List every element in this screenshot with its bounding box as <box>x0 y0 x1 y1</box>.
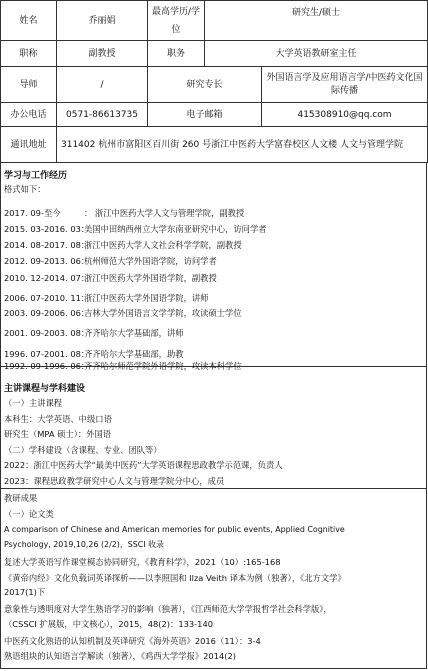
research-label: 研究专长 <box>148 67 262 103</box>
basic-info-table <box>0 0 428 163</box>
title-value: 副教授 <box>57 41 148 67</box>
research-line: 2017(1)下 <box>4 587 46 597</box>
title-label: 职称 <box>1 41 57 67</box>
courses-line: 本科生：大学英语、中级口语 <box>4 414 112 424</box>
courses-line: （一）主讲课程 <box>4 398 63 408</box>
research-value: 外国语言学及应用语言学/中医药文化国际传播 <box>262 67 428 103</box>
research-line: 意象性与透明度对大学生熟语学习的影响（独著），《江西师范大学学报哲学社会科学版》， <box>4 604 332 614</box>
research-line: 复述大学英语写作课堂模态协同研究，《教育科学》，2021（10）:165-168 <box>4 557 281 567</box>
edu-label: 最高学历/学位 <box>148 1 205 41</box>
research-line: 熟语组块的认知语言学解读（独著），《鸡西大学学报》2014(2) <box>4 651 236 661</box>
phone-label: 办公电话 <box>1 103 57 127</box>
edu-value: 研究生/硕士 <box>205 1 428 41</box>
name-value: 乔丽娟 <box>57 1 148 41</box>
mentor-value: / <box>57 67 148 103</box>
position-label: 职务 <box>148 41 205 67</box>
courses-line: 2023：课程思政教学研究中心人文与管理学院分中心，成员 <box>4 476 225 486</box>
research-line: A comparison of Chinese and American memories for public events, Applied Cognitive <box>4 525 345 534</box>
research-line: （CSSCI 扩展版，中文核心），2015，48(2)：133-140 <box>4 619 214 629</box>
work-item: 2014. 08-2017. 08：浙江中医药大学人文社会科学学院，副教授 <box>4 240 242 250</box>
work-item: 2012. 09-2013. 06：杭州师范大学外国语学院，访问学者 <box>4 256 217 266</box>
work-item: 2006. 07-2010. 11：浙江中医药大学外国语学院，讲师 <box>4 293 209 303</box>
research-section <box>0 488 427 669</box>
work-section <box>0 162 427 371</box>
research-title: 教研成果 <box>4 493 38 503</box>
work-item: 1992. 09-1996. 06：齐齐哈尔师范学院外语学院，攻读本科学位 <box>4 361 242 371</box>
address-value: 311402 杭州市富阳区百川街 260 号浙江中医药大学富春校区人文楼 人文与管理学院 <box>57 127 428 163</box>
work-item: 2017. 09-至今 ： 浙江中医药大学人文与管理学院，副教授 <box>4 208 245 218</box>
courses-line: （二）学科建设（含课程、专业、团队等） <box>4 445 162 455</box>
courses-line: 2022：浙江中医药大学“最美中医药”大学英语课程思政教学示范课，负责人 <box>4 460 283 470</box>
name-label: 姓名 <box>1 1 57 41</box>
courses-title: 主讲课程与学科建设 <box>4 384 86 394</box>
work-item: 2015. 03-2016. 03：美国中田纳西州立大学东南亚研究中心，访问学者 <box>4 224 267 234</box>
courses-section <box>0 366 427 489</box>
work-format: 格式如下： <box>4 184 46 194</box>
research-line: Psychology, 2019,10,26 (2/2)，SSCI 收录 <box>4 540 164 549</box>
email-label: 电子邮箱 <box>148 103 262 127</box>
research-line: （一）论文类 <box>4 509 54 519</box>
research-line: 《黄帝内经》文化负载词英译探析——以李照国和 Ilza Veith 译本为例（独著），《北方文学》 <box>4 573 346 583</box>
work-item: 2010. 12-2014. 07：浙江中医药大学外国语学院，副教授 <box>4 273 217 283</box>
courses-line: 研究生（MPA 硕士）：外国语 <box>4 429 112 439</box>
mentor-label: 导师 <box>1 67 57 103</box>
position-value: 大学英语教研室主任 <box>205 41 428 67</box>
email-value: 415308910@qq.com <box>262 103 428 127</box>
work-item: 2001. 09-2003. 08：齐齐哈尔大学基础部，讲师 <box>4 328 184 338</box>
work-item: 2003. 09-2006. 06：吉林大学外国语言文学学院，攻读硕士学位 <box>4 308 242 318</box>
work-title: 学习与工作经历 <box>4 171 68 181</box>
research-line: 中医药文化熟语的认知机制及英译研究《海外英语》2016（11）：3-4 <box>4 636 261 646</box>
phone-value: 0571-86613735 <box>57 103 148 127</box>
work-item: 1996. 07-2001. 08：齐齐哈尔大学基础部，助教 <box>4 349 184 359</box>
address-label: 通讯地址 <box>1 127 57 163</box>
